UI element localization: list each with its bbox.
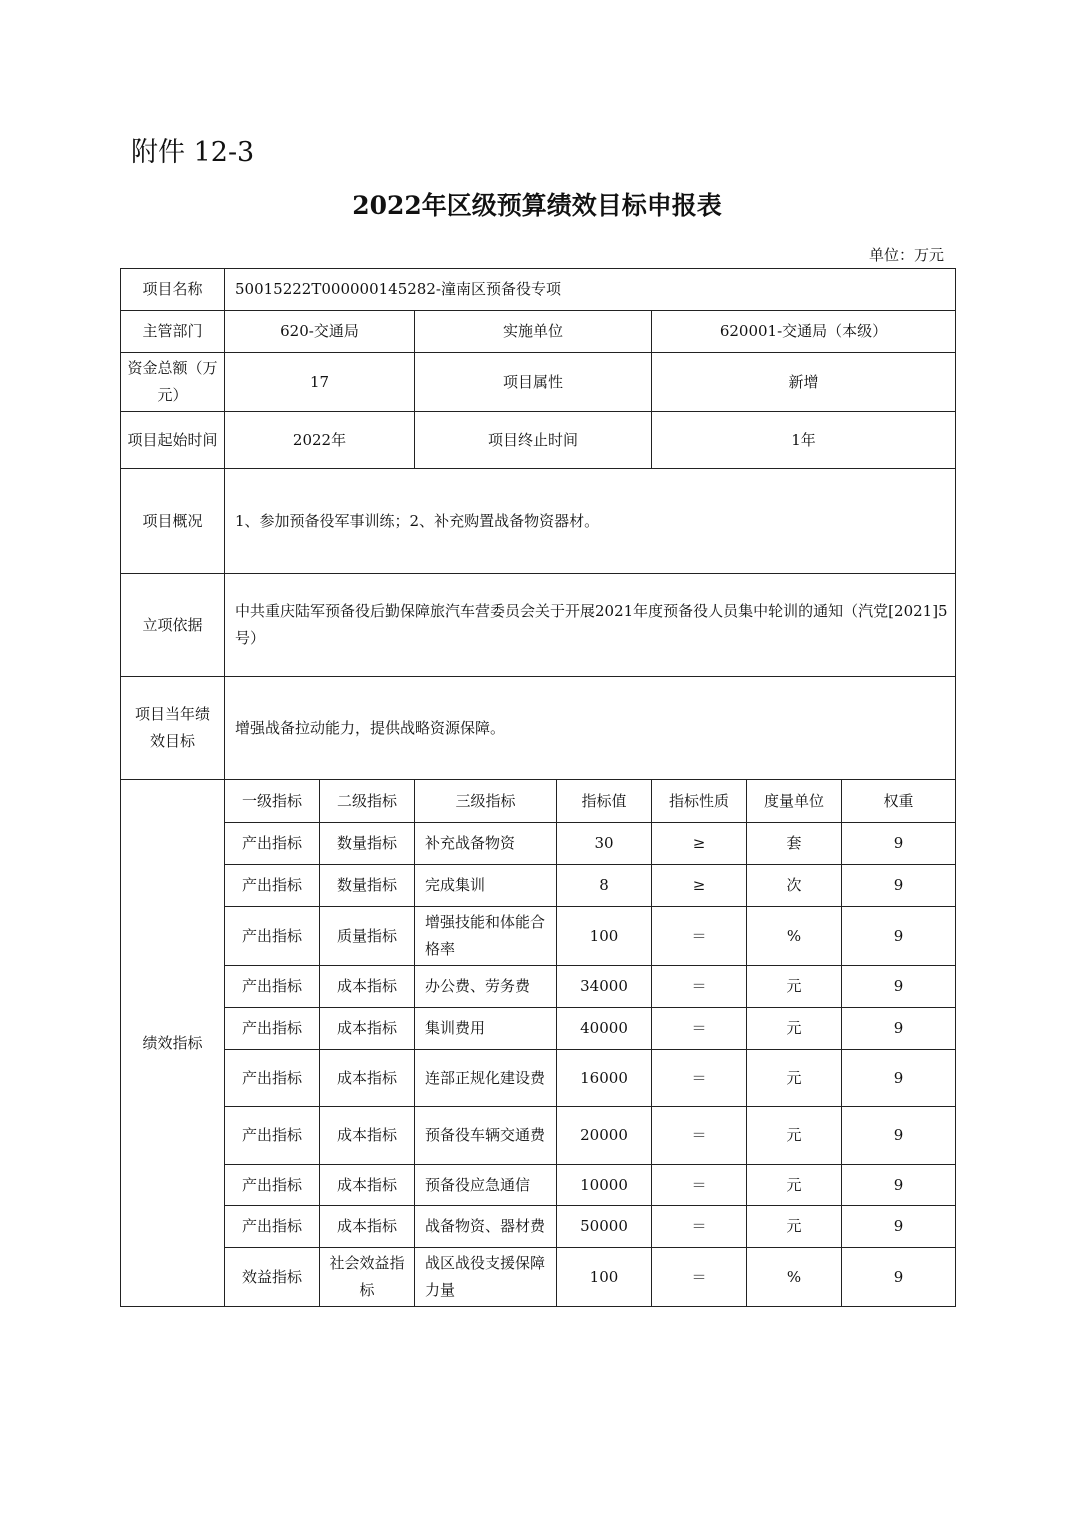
table-cell: ＝ bbox=[652, 1248, 747, 1307]
table-cell: 9 bbox=[842, 1248, 956, 1307]
table-cell: % bbox=[747, 907, 842, 966]
table-row bbox=[121, 1165, 956, 1206]
table-cell: 20000 bbox=[557, 1107, 652, 1165]
attr: 新增 bbox=[652, 353, 956, 412]
table-cell: ＝ bbox=[652, 1165, 747, 1206]
table-cell: 产出指标 bbox=[225, 907, 320, 966]
table-cell: 增强技能和体能合格率 bbox=[415, 907, 557, 966]
attachment-label: 附件 12-3 bbox=[131, 137, 255, 168]
table-row bbox=[121, 966, 956, 1008]
table-cell: 9 bbox=[842, 966, 956, 1008]
table-cell: ≥ bbox=[652, 823, 747, 865]
table-cell: 9 bbox=[842, 1050, 956, 1107]
label: 主管部门 bbox=[121, 311, 225, 353]
table-cell: ＝ bbox=[652, 1107, 747, 1165]
table-cell: 9 bbox=[842, 1008, 956, 1050]
label: 项目概况 bbox=[121, 469, 225, 574]
table-cell: 产出指标 bbox=[225, 1165, 320, 1206]
table-cell: 预备役应急通信 bbox=[415, 1165, 557, 1206]
table-cell: 产出指标 bbox=[225, 966, 320, 1008]
table-cell: 100 bbox=[557, 1248, 652, 1307]
label: 立项依据 bbox=[121, 574, 225, 677]
goal: 增强战备拉动能力，提供战略资源保障。 bbox=[225, 677, 956, 780]
table-cell: 100 bbox=[557, 907, 652, 966]
table-cell: 集训费用 bbox=[415, 1008, 557, 1050]
table-cell: 成本指标 bbox=[320, 1050, 415, 1107]
table-cell: 效益指标 bbox=[225, 1248, 320, 1307]
table-cell: 产出指标 bbox=[225, 865, 320, 907]
table-row bbox=[121, 1248, 956, 1307]
table-cell: 元 bbox=[747, 1050, 842, 1107]
dept: 620-交通局 bbox=[225, 311, 415, 353]
table-cell: 8 bbox=[557, 865, 652, 907]
table-cell: 补充战备物资 bbox=[415, 823, 557, 865]
table-cell: 成本指标 bbox=[320, 1008, 415, 1050]
table-cell: 9 bbox=[842, 823, 956, 865]
table-cell: ＝ bbox=[652, 1050, 747, 1107]
table-cell: 办公费、劳务费 bbox=[415, 966, 557, 1008]
table-cell: 连部正规化建设费 bbox=[415, 1050, 557, 1107]
column-header: 指标值 bbox=[557, 780, 652, 823]
table-cell: 9 bbox=[842, 1206, 956, 1248]
table-cell: 战备物资、器材费 bbox=[415, 1206, 557, 1248]
impl-unit: 620001-交通局（本级） bbox=[652, 311, 956, 353]
table-cell: 成本指标 bbox=[320, 1206, 415, 1248]
table-cell: ＝ bbox=[652, 907, 747, 966]
column-header: 度量单位 bbox=[747, 780, 842, 823]
table-row bbox=[121, 907, 956, 966]
table-cell: 50000 bbox=[557, 1206, 652, 1248]
column-header: 二级指标 bbox=[320, 780, 415, 823]
budget-table bbox=[120, 268, 956, 1307]
table-cell: 16000 bbox=[557, 1050, 652, 1107]
table-cell: 34000 bbox=[557, 966, 652, 1008]
table-cell: 成本指标 bbox=[320, 1165, 415, 1206]
table-cell: 9 bbox=[842, 865, 956, 907]
table-cell: 40000 bbox=[557, 1008, 652, 1050]
page-title: 2022年区级预算绩效目标申报表 bbox=[352, 191, 722, 220]
indicators-label: 绩效指标 bbox=[121, 780, 225, 1307]
table-cell: 成本指标 bbox=[320, 1107, 415, 1165]
table-cell: 数量指标 bbox=[320, 865, 415, 907]
table-cell: ＝ bbox=[652, 1008, 747, 1050]
table-cell: 预备役车辆交通费 bbox=[415, 1107, 557, 1165]
table-cell: 元 bbox=[747, 1165, 842, 1206]
table-cell: 9 bbox=[842, 1107, 956, 1165]
unit-label: 单位：万元 bbox=[868, 246, 944, 264]
table-row bbox=[121, 1008, 956, 1050]
table-cell: 产出指标 bbox=[225, 1008, 320, 1050]
basis: 中共重庆陆军预备役后勤保障旅汽车营委员会关于开展2021年度预备役人员集中轮训的通知（汽党[2021]5号） bbox=[225, 574, 956, 677]
table-cell: 数量指标 bbox=[320, 823, 415, 865]
project-name: 50015222T000000145282-潼南区预备役专项 bbox=[225, 269, 956, 311]
table-cell: 战区战役支援保障力量 bbox=[415, 1248, 557, 1307]
table-cell: % bbox=[747, 1248, 842, 1307]
label: 实施单位 bbox=[415, 311, 652, 353]
label: 项目属性 bbox=[415, 353, 652, 412]
label: 项目当年绩效目标 bbox=[121, 677, 225, 780]
table-cell: 10000 bbox=[557, 1165, 652, 1206]
column-header: 一级指标 bbox=[225, 780, 320, 823]
table-cell: 30 bbox=[557, 823, 652, 865]
table-cell: 9 bbox=[842, 1165, 956, 1206]
column-header: 指标性质 bbox=[652, 780, 747, 823]
table-cell: 产出指标 bbox=[225, 823, 320, 865]
table-row bbox=[121, 865, 956, 907]
table-cell: ≥ bbox=[652, 865, 747, 907]
table-cell: 9 bbox=[842, 907, 956, 966]
table-cell: 完成集训 bbox=[415, 865, 557, 907]
table-cell: 质量指标 bbox=[320, 907, 415, 966]
table-cell: ＝ bbox=[652, 1206, 747, 1248]
fund: 17 bbox=[225, 353, 415, 412]
table-row bbox=[121, 1107, 956, 1165]
table-cell: 次 bbox=[747, 865, 842, 907]
table-cell: 元 bbox=[747, 1008, 842, 1050]
label: 项目名称 bbox=[121, 269, 225, 311]
column-header: 三级指标 bbox=[415, 780, 557, 823]
start: 2022年 bbox=[225, 412, 415, 469]
column-header: 权重 bbox=[842, 780, 956, 823]
table-cell: 社会效益指标 bbox=[320, 1248, 415, 1307]
table-row bbox=[121, 823, 956, 865]
overview: 1、参加预备役军事训练；2、补充购置战备物资器材。 bbox=[225, 469, 956, 574]
table-cell: 产出指标 bbox=[225, 1206, 320, 1248]
table-cell: 产出指标 bbox=[225, 1107, 320, 1165]
end: 1年 bbox=[652, 412, 956, 469]
table-cell: 元 bbox=[747, 1107, 842, 1165]
table-cell: 元 bbox=[747, 1206, 842, 1248]
table-cell: 元 bbox=[747, 966, 842, 1008]
table-cell: 产出指标 bbox=[225, 1050, 320, 1107]
label: 项目起始时间 bbox=[121, 412, 225, 469]
table-cell: 成本指标 bbox=[320, 966, 415, 1008]
table-row bbox=[121, 1050, 956, 1107]
table-row bbox=[121, 1206, 956, 1248]
table-cell: ＝ bbox=[652, 966, 747, 1008]
table-cell: 套 bbox=[747, 823, 842, 865]
label: 资金总额（万元） bbox=[121, 353, 225, 412]
label: 项目终止时间 bbox=[415, 412, 652, 469]
